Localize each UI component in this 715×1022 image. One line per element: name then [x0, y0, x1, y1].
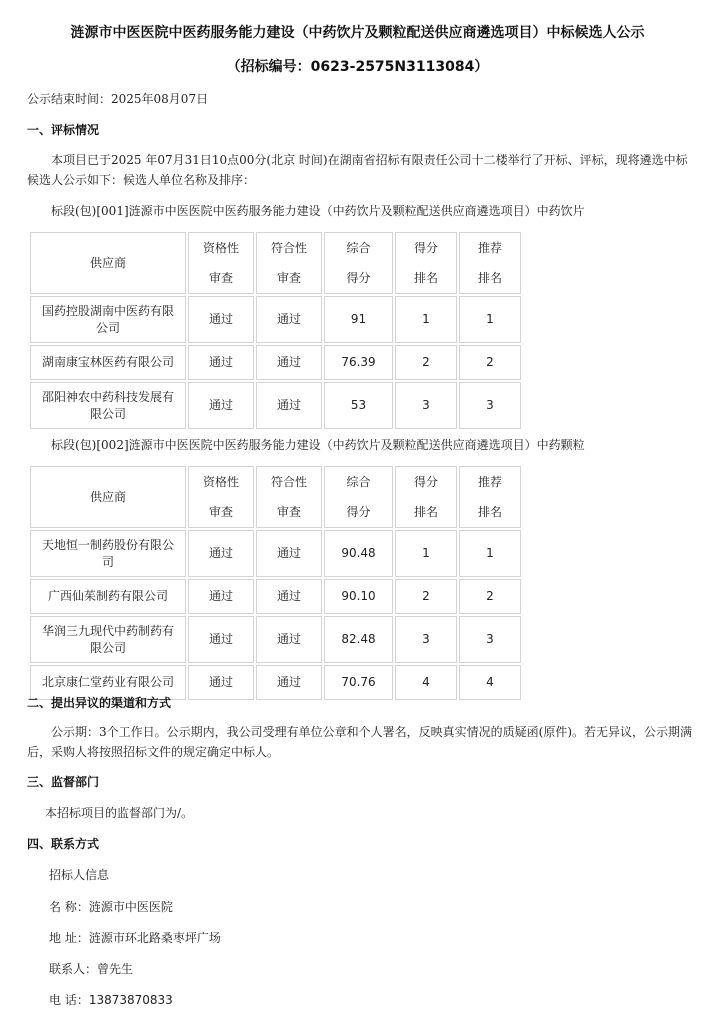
section-evaluation-heading: 一、评标情况: [27, 123, 100, 137]
tenderer-name: 名 称：涟源市中医医院: [49, 900, 173, 914]
recommend-rank: 1: [459, 530, 521, 577]
header-conformity: 符合性 审查: [256, 466, 322, 528]
recommend-rank: 1: [459, 296, 521, 343]
recommend-rank: 4: [459, 665, 521, 700]
table-row: [30, 345, 521, 380]
total-score: 90.48: [324, 530, 393, 577]
conformity-result: 通过: [256, 665, 322, 700]
page-title: 涟源市中医医院中医药服务能力建设（中药饮片及颗粒配送供应商遴选项目）中标候选人公示: [70, 25, 645, 41]
table-row: [30, 296, 521, 343]
table-header-row: [30, 232, 521, 294]
recommend-rank: 3: [459, 382, 521, 429]
supplier-name: 华润三九现代中药制药有 限公司: [30, 616, 186, 663]
lot1-label: 标段(包)[001]涟源市中医医院中医药服务能力建设（中药饮片及颗粒配送供应商遴选项目）中药饮片: [51, 204, 585, 218]
total-score: 53: [324, 382, 393, 429]
qualification-result: 通过: [188, 296, 254, 343]
conformity-result: 通过: [256, 345, 322, 380]
score-rank: 3: [395, 382, 457, 429]
header-score: 综合 得分: [324, 466, 393, 528]
tenderer-info-heading: 招标人信息: [49, 868, 110, 882]
qualification-result: 通过: [188, 665, 254, 700]
supplier-name: 天地恒一制药股份有限公 司: [30, 530, 186, 577]
evaluation-intro: 本项目已于2025 年07月31日10点00分(北京 时间)在湖南省招标有限责任公司十二楼举行了开标、评标，现将遴选中标候选人公示如下：候选人单位名称及排序：: [27, 153, 688, 187]
recommend-rank: 3: [459, 616, 521, 663]
supervision-text: 本招标项目的监督部门为/。: [45, 806, 194, 820]
header-supplier: 供应商: [30, 232, 186, 294]
score-rank: 4: [395, 665, 457, 700]
lot2-label: 标段(包)[002]涟源市中医医院中医药服务能力建设（中药饮片及颗粒配送供应商遴选项目）中药颗粒: [51, 438, 585, 452]
conformity-result: 通过: [256, 296, 322, 343]
header-qualification: 资格性 审查: [188, 466, 254, 528]
supplier-name: 北京康仁堂药业有限公司: [30, 665, 186, 700]
total-score: 76.39: [324, 345, 393, 380]
header-conformity: 符合性 审查: [256, 232, 322, 294]
tenderer-phone: 电 话：13873870833: [49, 993, 173, 1007]
tenderer-contact-person: 联系人：曾先生: [49, 962, 134, 976]
recommend-rank: 2: [459, 579, 521, 614]
header-score-rank: 得分 排名: [395, 232, 457, 294]
conformity-result: 通过: [256, 579, 322, 614]
conformity-result: 通过: [256, 382, 322, 429]
table-row: [30, 579, 521, 614]
lot1-table: [28, 230, 523, 431]
header-qualification: 资格性 审查: [188, 232, 254, 294]
total-score: 90.10: [324, 579, 393, 614]
total-score: 82.48: [324, 616, 393, 663]
section-objection-heading: 二、提出异议的渠道和方式: [27, 696, 172, 710]
table-row: [30, 616, 521, 663]
supplier-name: 湖南康宝林医药有限公司: [30, 345, 186, 380]
table-row: [30, 530, 521, 577]
qualification-result: 通过: [188, 616, 254, 663]
score-rank: 1: [395, 296, 457, 343]
notice-end-date: 公示结束时间：2025年08月07日: [27, 92, 209, 106]
supplier-name: 广西仙茱制药有限公司: [30, 579, 186, 614]
total-score: 91: [324, 296, 393, 343]
conformity-result: 通过: [256, 530, 322, 577]
tenderer-address: 地 址：涟源市环北路桑枣坪广场: [49, 931, 221, 945]
qualification-result: 通过: [188, 382, 254, 429]
section-contact-heading: 四、联系方式: [27, 837, 100, 851]
recommend-rank: 2: [459, 345, 521, 380]
qualification-result: 通过: [188, 530, 254, 577]
table-header-row: [30, 466, 521, 528]
supplier-name: 国药控股湖南中医药有限 公司: [30, 296, 186, 343]
header-recommend-rank: 推荐 排名: [459, 466, 521, 528]
header-recommend-rank: 推荐 排名: [459, 232, 521, 294]
score-rank: 2: [395, 579, 457, 614]
supplier-name: 邵阳神农中药科技发展有 限公司: [30, 382, 186, 429]
qualification-result: 通过: [188, 345, 254, 380]
qualification-result: 通过: [188, 579, 254, 614]
lot2-table: [28, 464, 523, 702]
header-score-rank: 得分 排名: [395, 466, 457, 528]
tender-number: （招标编号：0623-2575N3113084）: [226, 59, 489, 75]
score-rank: 1: [395, 530, 457, 577]
table-row: [30, 382, 521, 429]
conformity-result: 通过: [256, 616, 322, 663]
section-supervision-heading: 三、监督部门: [27, 775, 100, 789]
header-score: 综合 得分: [324, 232, 393, 294]
total-score: 70.76: [324, 665, 393, 700]
header-supplier: 供应商: [30, 466, 186, 528]
score-rank: 2: [395, 345, 457, 380]
score-rank: 3: [395, 616, 457, 663]
objection-text: 公示期：3个工作日。公示期内，我公司受理有单位公章和个人署名，反映真实情况的质疑函(原件)。若无异议，公示期满后，采购人将按照招标文件的规定确定中标人。: [27, 725, 693, 759]
